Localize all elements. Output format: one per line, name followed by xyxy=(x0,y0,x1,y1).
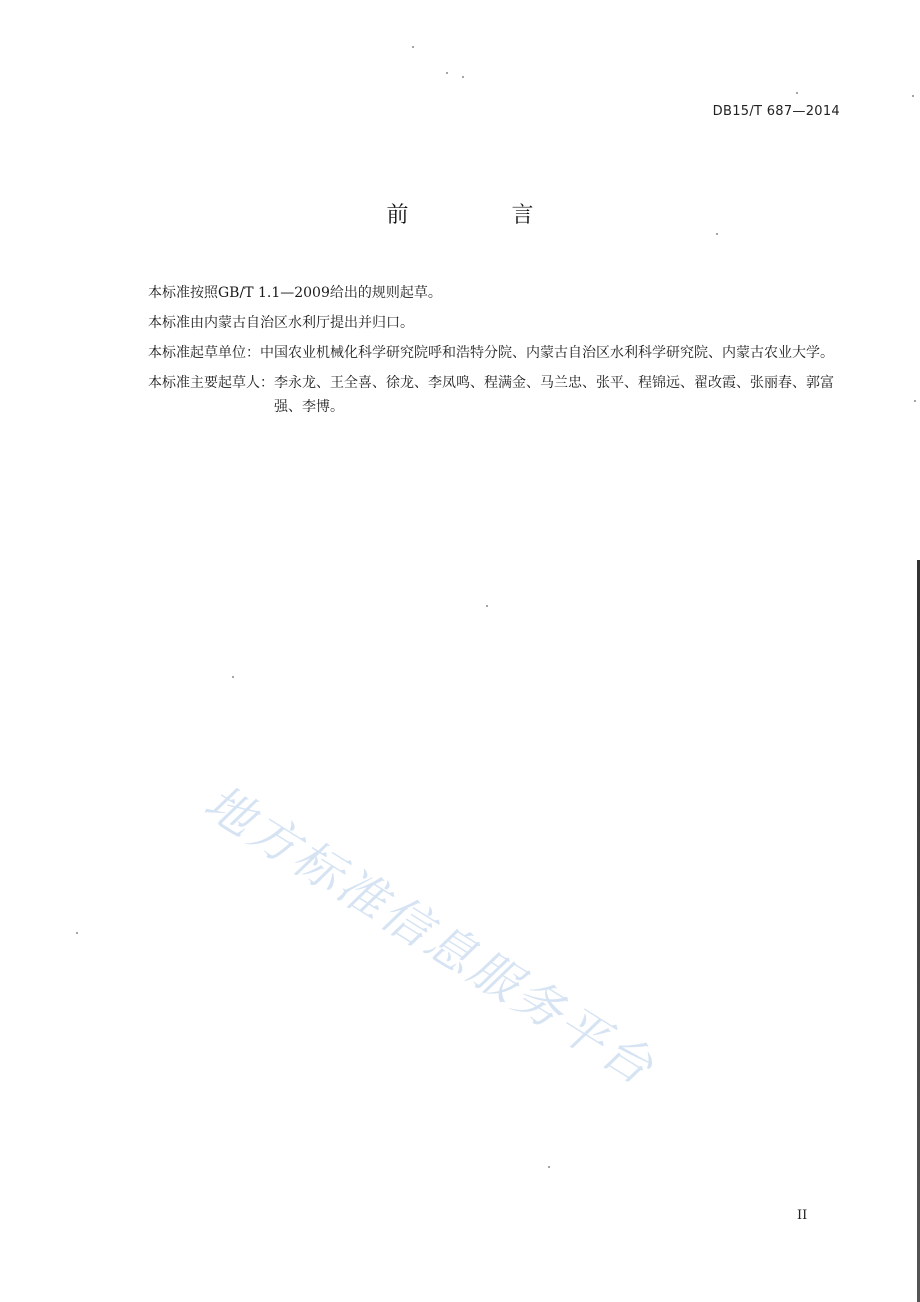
scan-speck xyxy=(462,76,464,78)
scan-speck xyxy=(548,1166,550,1168)
watermark: 地方标准信息服务平台 xyxy=(194,774,666,1098)
scan-speck xyxy=(914,400,916,402)
page-number: II xyxy=(797,1208,808,1223)
scan-speck xyxy=(76,932,78,934)
foreword-content xyxy=(148,281,843,425)
scan-speck xyxy=(446,72,448,74)
drafters-value: 李永龙、王全喜、徐龙、李凤鸣、程满金、马兰忠、张平、程锦远、翟改霞、张丽春、郭富强、李博。 xyxy=(274,375,834,415)
scan-speck xyxy=(796,92,798,94)
drafting-units-label: 本标准起草单位： xyxy=(148,345,260,361)
standard-code: DB15/T 687—2014 xyxy=(712,104,840,119)
scan-speck xyxy=(716,233,718,235)
paragraph-proposer: 本标准由内蒙古自治区水利厅提出并归口。 xyxy=(148,315,414,331)
paragraph-drafting-units xyxy=(148,341,843,365)
scan-speck xyxy=(912,95,914,97)
scan-speck xyxy=(486,605,488,607)
paragraph-drafting-rules: 本标准按照GB/T 1.1—2009给出的规则起草。 xyxy=(148,285,442,301)
drafters-label: 本标准主要起草人： xyxy=(148,375,274,391)
page-title: 前 言 xyxy=(386,203,582,228)
scan-speck xyxy=(412,46,414,48)
paragraph-drafters xyxy=(148,371,843,419)
drafting-units-value: 中国农业机械化科学研究院呼和浩特分院、内蒙古自治区水利科学研究院、内蒙古农业大学。 xyxy=(260,345,834,361)
scan-speck xyxy=(232,676,234,678)
